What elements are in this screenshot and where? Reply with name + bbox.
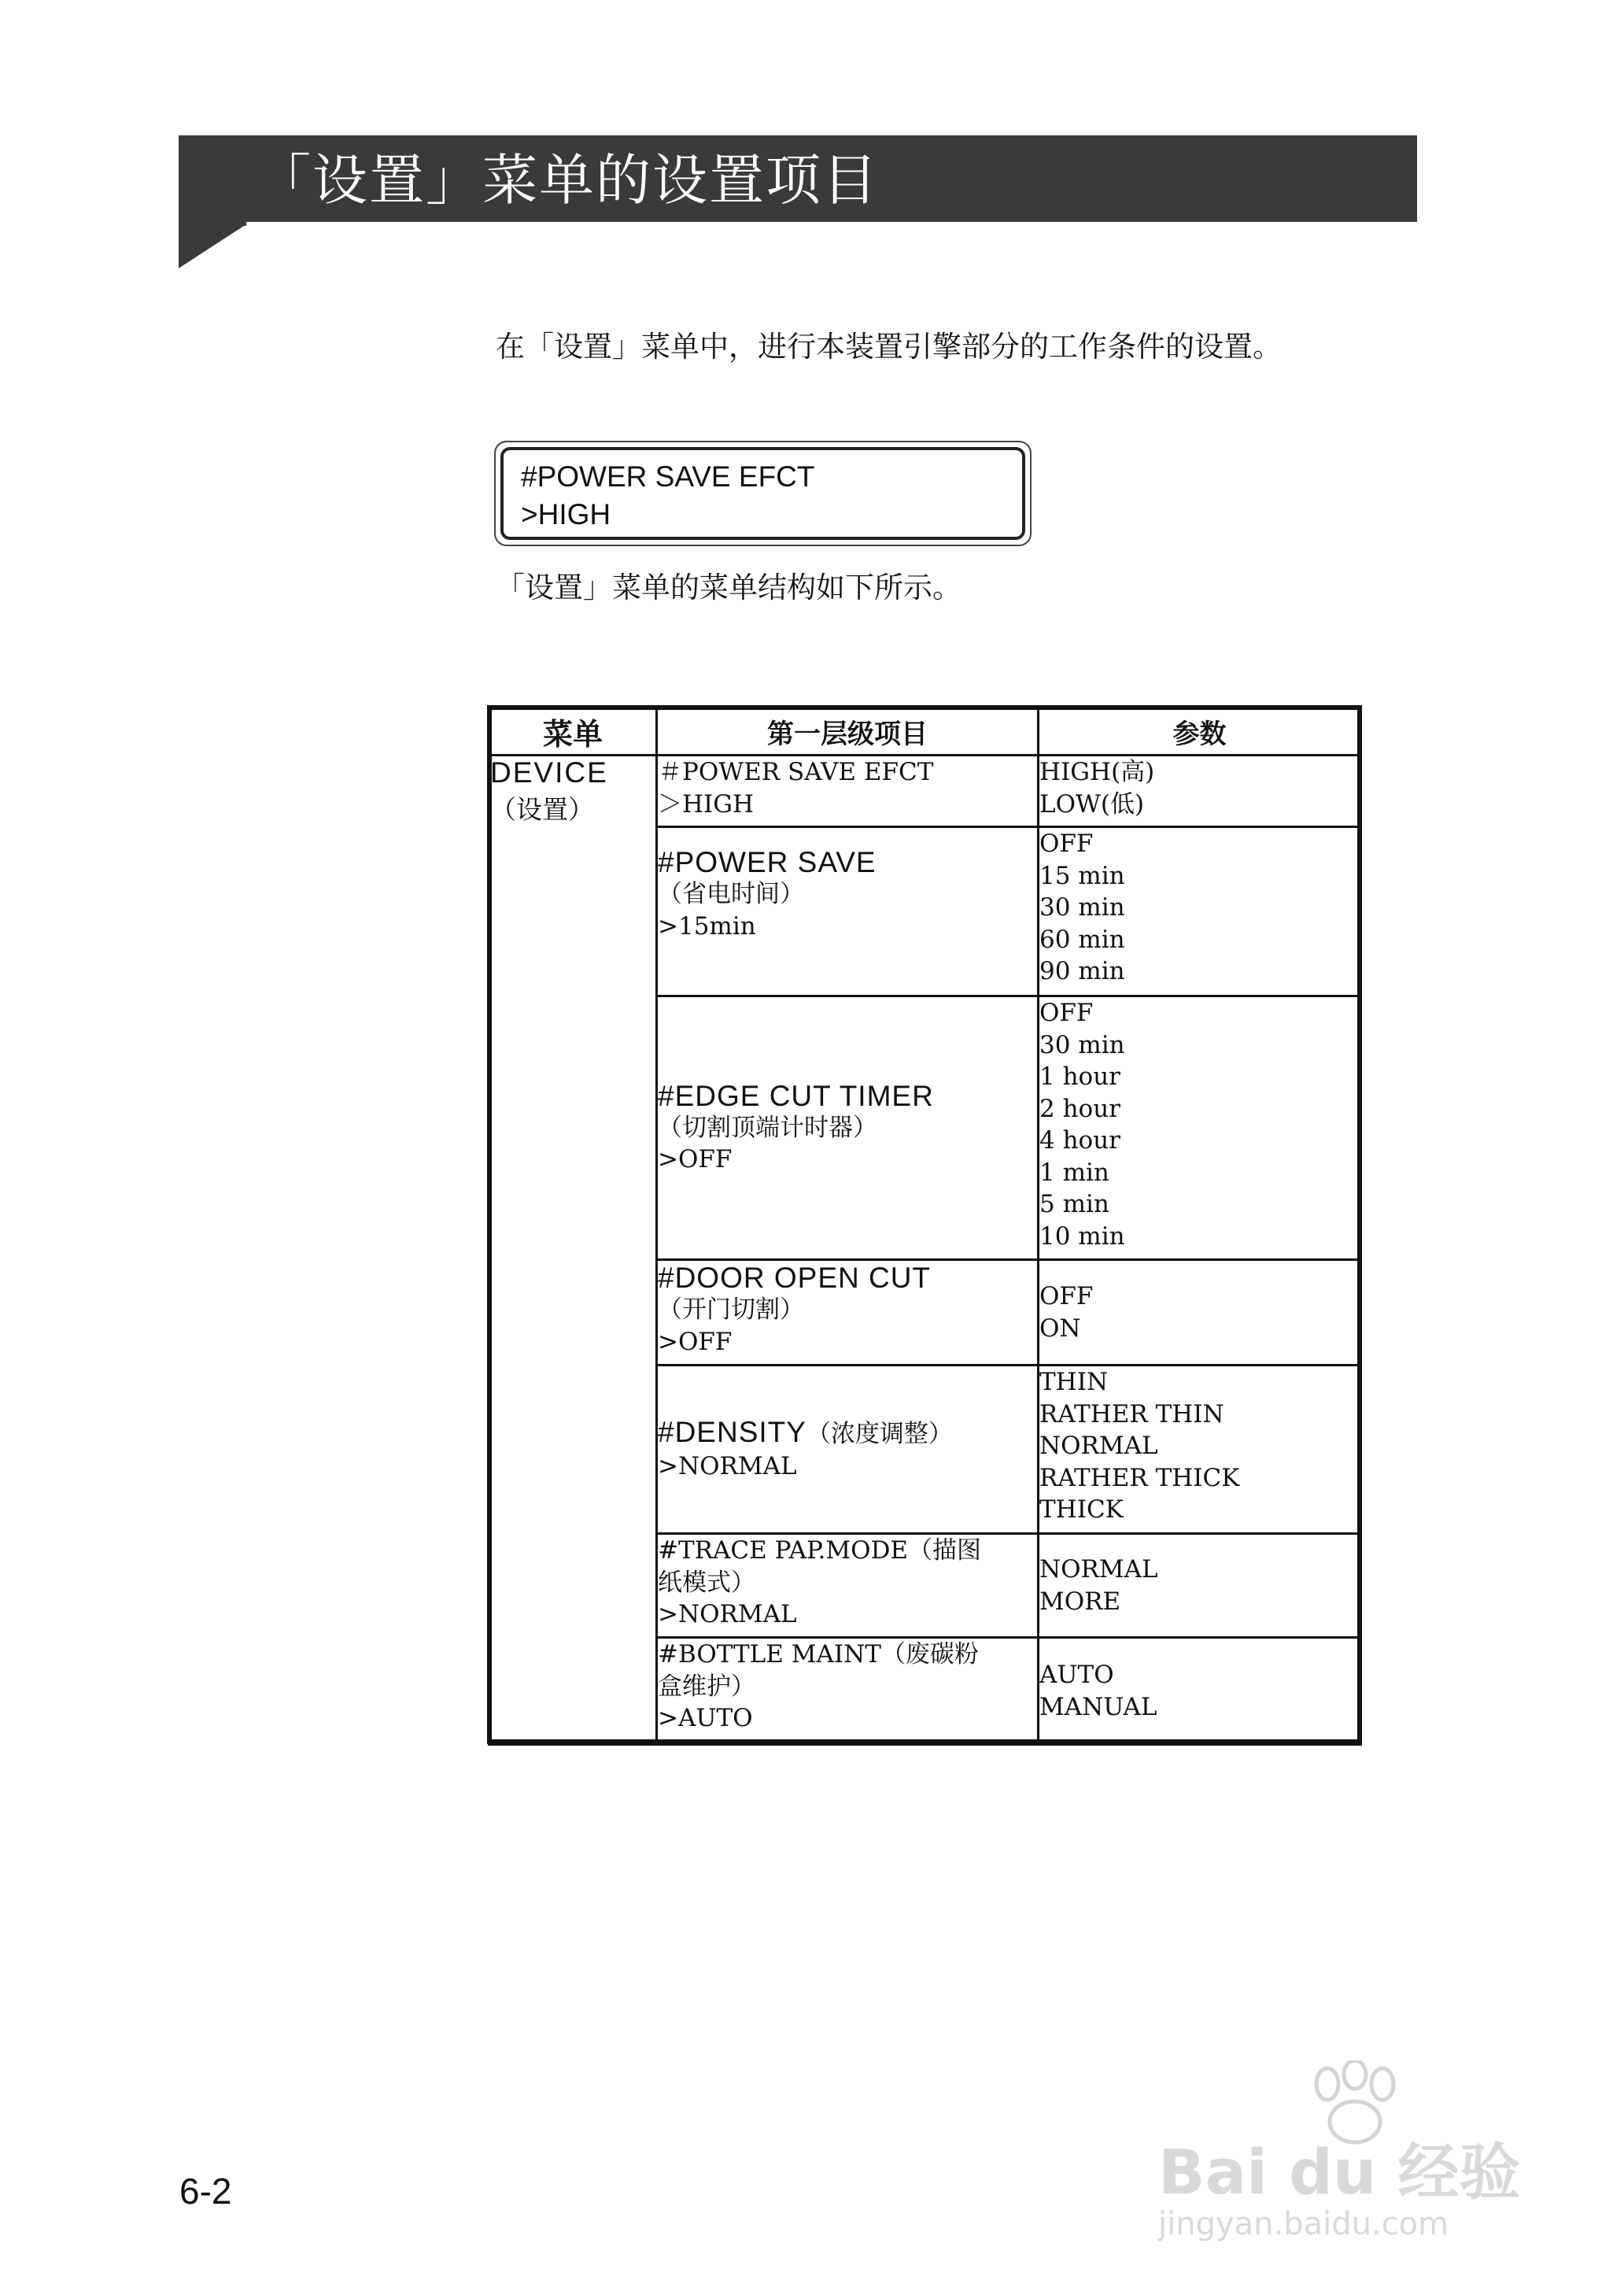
page-number: 6-2: [179, 2171, 232, 2212]
param-line: HIGH(高): [1039, 758, 1155, 786]
item-line: （省电时间）: [658, 880, 804, 908]
param-line: OFF: [1039, 830, 1094, 858]
watermark: [1158, 2060, 1552, 2241]
param-cell: [1039, 1534, 1361, 1638]
table-row: [489, 756, 1361, 827]
param-line: 15 min: [1039, 861, 1125, 890]
table-header-row: [489, 708, 1361, 756]
param-line: 10 min: [1039, 1221, 1125, 1251]
param-line: 90 min: [1039, 957, 1125, 985]
param-cell: [1039, 1638, 1361, 1745]
item-line: 纸模式）: [658, 1568, 755, 1597]
title-underline: [246, 222, 1417, 226]
item-head: #DENSITY: [658, 1416, 806, 1448]
param-cell: [1039, 996, 1361, 1260]
intro-text: 在「设置」菜单中，进行本装置引擎部分的工作条件的设置。: [496, 330, 1282, 364]
item-cell: [657, 1638, 1039, 1745]
item-head: #EDGE CUT TIMER: [658, 1079, 934, 1112]
param-line: NORMAL: [1039, 1432, 1158, 1460]
header-first-level-item: 第一层级项目: [657, 708, 1039, 756]
param-cell: [1039, 1366, 1361, 1534]
menu-table: [488, 707, 1362, 1746]
param-line: MANUAL: [1039, 1692, 1157, 1721]
menu-name-cn: （设置）: [490, 794, 594, 825]
page-title: 「设置」菜单的设置项目: [256, 148, 879, 213]
menu-structure-caption: 「设置」菜单的菜单结构如下所示。: [496, 571, 961, 604]
item-line: 盒维护）: [658, 1672, 755, 1701]
item-line: >NORMAL: [658, 1600, 797, 1628]
item-cell: [657, 1260, 1039, 1366]
param-cell: [1039, 1260, 1361, 1366]
item-line: （切割顶端计时器）: [658, 1113, 877, 1142]
header-menu: 菜单: [489, 708, 657, 756]
param-cell: [1039, 827, 1361, 996]
param-line: 1 min: [1039, 1158, 1109, 1187]
watermark-url: jingyan.baidu.com: [1158, 2206, 1449, 2242]
param-line: 2 hour: [1039, 1094, 1120, 1123]
item-line: >OFF: [658, 1145, 733, 1173]
item-line: （开门切割）: [658, 1295, 804, 1324]
watermark-brand: Bai du 经验: [1158, 2138, 1521, 2208]
param-line: RATHER THICK: [1039, 1463, 1240, 1492]
param-line: 30 min: [1039, 893, 1125, 922]
param-line: THIN: [1039, 1368, 1109, 1396]
param-line: 30 min: [1039, 1030, 1125, 1059]
item-cell: [657, 996, 1039, 1260]
item-head-cn: （浓度调整）: [806, 1420, 953, 1448]
item-cell: [657, 1366, 1039, 1534]
param-line: 5 min: [1039, 1190, 1109, 1218]
menu-name: DEVICE: [490, 756, 608, 789]
item-line: >OFF: [658, 1327, 733, 1356]
param-line: LOW(低): [1039, 789, 1145, 819]
title-bar-tab: [179, 226, 244, 268]
param-line: 60 min: [1039, 925, 1125, 954]
param-line: THICK: [1039, 1495, 1124, 1524]
param-line: NORMAL: [1039, 1555, 1158, 1584]
lcd-display: [500, 447, 1025, 540]
item-line: ＃POWER SAVE EFCT: [658, 758, 934, 786]
param-line: MORE: [1039, 1587, 1121, 1616]
item-head: #POWER SAVE: [658, 846, 877, 878]
item-line: >15min: [658, 911, 756, 941]
item-cell: [657, 827, 1039, 996]
item-line: ＞HIGH: [658, 789, 755, 819]
param-line: OFF: [1039, 999, 1094, 1027]
param-line: OFF: [1039, 1282, 1094, 1310]
param-line: ON: [1039, 1314, 1081, 1343]
item-line: >AUTO: [658, 1704, 753, 1732]
item-line: #BOTTLE MAINT（废碳粉: [658, 1640, 979, 1669]
lcd-line-2: >HIGH: [521, 498, 611, 530]
item-cell: [657, 756, 1039, 827]
item-line: #TRACE PAP.MODE（描图: [658, 1536, 982, 1565]
item-line: >NORMAL: [658, 1451, 797, 1480]
header-parameter: 参数: [1039, 708, 1361, 756]
param-cell: [1039, 756, 1361, 827]
param-line: AUTO: [1039, 1661, 1114, 1689]
lcd-line-1: #POWER SAVE EFCT: [521, 460, 815, 493]
param-line: 4 hour: [1039, 1126, 1120, 1155]
menu-cell-device: [489, 756, 657, 1745]
param-line: 1 hour: [1039, 1062, 1120, 1091]
param-line: RATHER THIN: [1039, 1399, 1224, 1428]
item-head: #DOOR OPEN CUT: [658, 1262, 932, 1294]
item-cell: [657, 1534, 1039, 1638]
